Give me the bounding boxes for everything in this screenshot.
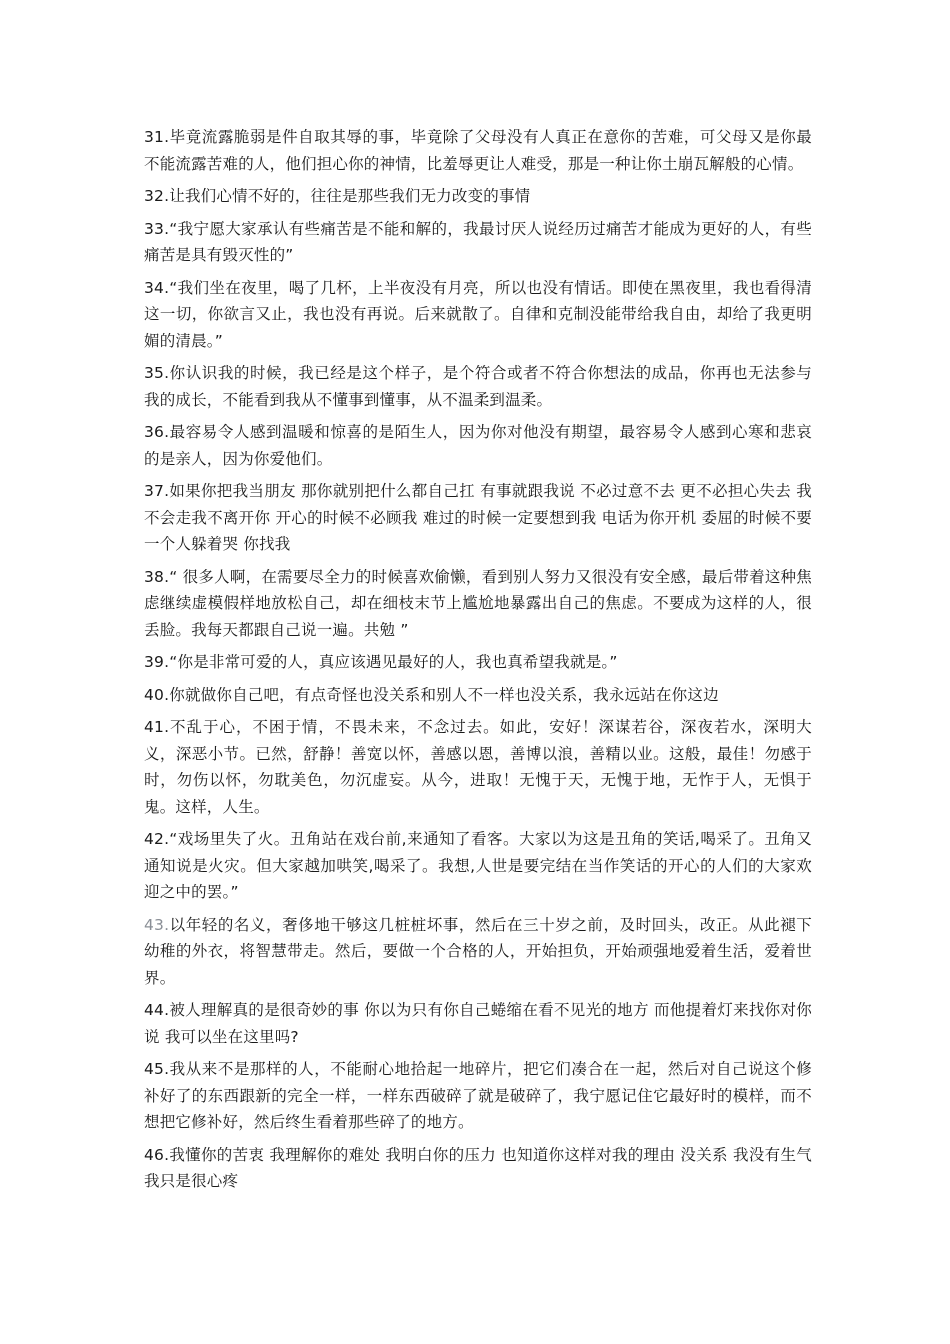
quote-item <box>144 912 812 992</box>
quote-text: “我宁愿大家承认有些痛苦是不能和解的，我最讨厌人说经历过痛苦才能成为更好的人，有些痛苦是具有毁灭性的” <box>144 219 812 264</box>
quote-text: 你认识我的时候，我已经是这个样子，是个符合或者不符合你想法的成品，你再也无法参与我的成长，不能看到我从不懂事到懂事，从不温柔到温柔。 <box>144 364 812 409</box>
quote-item <box>144 714 812 820</box>
quote-number: 45. <box>144 1060 170 1078</box>
quote-item <box>144 360 812 413</box>
quote-text: “ 很多人啊，在需要尽全力的时候喜欢偷懒，看到别人努力又很没有安全感，最后带着这种焦虑继续虚模假样地放松自己，却在细枝末节上尴尬地暴露出自己的焦虑。不要成为这样的人，很丢脸。我每天都跟自己说一遍。共勉 ” <box>144 567 812 639</box>
quote-text: 不乱于心，不困于情，不畏未来，不念过去。如此，安好！深谋若谷，深夜若水，深明大义，深恶小节。已然，舒静！善宽以怀，善感以恩，善博以浪，善精以业。这般，最佳！勿感于时，勿伤以怀，勿耽美色，勿沉虚妄。从今，进取！无愧于天，无愧于地，无怍于人，无惧于鬼。这样，人生。 <box>144 718 812 816</box>
quote-number: 41. <box>144 718 170 736</box>
quote-text: 你就做你自己吧，有点奇怪也没关系和别人不一样也没关系，我永远站在你这边 <box>169 685 719 704</box>
quote-item <box>144 1142 812 1195</box>
quote-number: 36. <box>144 423 170 441</box>
quote-item <box>144 478 812 558</box>
quote-item <box>144 564 812 644</box>
quote-number: 38. <box>144 567 170 586</box>
quote-item <box>144 124 812 177</box>
quote-number: 46. <box>144 1145 170 1164</box>
quote-text: 毕竟流露脆弱是件自取其辱的事，毕竟除了父母没有人真正在意你的苦难，可父母又是你最不能流露苦难的人，他们担心你的神情，比羞辱更让人难受，那是一种让你土崩瓦解般的心情。 <box>144 128 812 173</box>
quote-item <box>144 649 812 676</box>
quote-text: 我从来不是那样的人，不能耐心地拾起一地碎片，把它们凑合在一起，然后对自己说这个修补好了的东西跟新的完全一样，一样东西破碎了就是破碎了，我宁愿记住它最好时的模样，而不想把它修补好，然后终生看着那些碎了的地方。 <box>144 1060 812 1131</box>
quote-number: 44. <box>144 1001 170 1019</box>
quote-item <box>144 216 812 269</box>
quote-text: 最容易令人感到温暖和惊喜的是陌生人，因为你对他没有期望，最容易令人感到心寒和悲哀的是亲人，因为你爱他们。 <box>144 423 812 468</box>
quote-number: 40. <box>144 685 170 704</box>
quote-number: 42. <box>144 830 170 848</box>
quote-item <box>144 275 812 355</box>
quote-number: 32. <box>144 187 170 205</box>
quote-number: 31. <box>144 128 170 146</box>
quote-item <box>144 419 812 472</box>
quote-number: 35. <box>144 364 170 382</box>
quote-text: 我懂你的苦衷 我理解你的难处 我明白你的压力 也知道你这样对我的理由 没关系 我没有生气 我只是很心疼 <box>144 1145 812 1190</box>
quote-text: “戏场里失了火。丑角站在戏台前,来通知了看客。大家以为这是丑角的笑话,喝采了。丑角又通知说是火灾。但大家越加哄笑,喝采了。我想,人世是要完结在当作笑话的开心的人们的大家欢迎之中的罢。” <box>144 830 812 901</box>
quote-number: 37. <box>144 482 170 500</box>
quote-item <box>144 682 812 709</box>
quote-text: 让我们心情不好的，往往是那些我们无力改变的事情 <box>169 187 531 205</box>
quote-text: 被人理解真的是很奇妙的事 你以为只有你自己蜷缩在看不见光的地方 而他提着灯来找你对你说 我可以坐在这里吗? <box>144 1001 812 1046</box>
quote-text: 如果你把我当朋友 那你就别把什么都自己扛 有事就跟我说 不必过意不去 更不必担心失去 我不会走我不离开你 开心的时候不必顾我 难过的时候一定要想到我 电话为你开机 委屈的时候不要一个人躲着哭 你找我 <box>144 482 812 553</box>
quote-text: 以年轻的名义，奢侈地干够这几桩桩坏事，然后在三十岁之前，及时回头，改正。从此褪下幼稚的外衣，将智慧带走。然后，要做一个合格的人，开始担负，开始顽强地爱着生活，爱着世界。 <box>144 915 812 987</box>
quote-number: 34. <box>144 278 170 297</box>
quote-number: 33. <box>144 219 170 238</box>
quote-item <box>144 183 812 210</box>
quote-list <box>144 124 812 1201</box>
quote-item <box>144 1056 812 1136</box>
quote-number: 39. <box>144 653 170 671</box>
quote-item <box>144 826 812 906</box>
quote-text: “我们坐在夜里，喝了几杯，上半夜没有月亮，所以也没有情话。即使在黑夜里，我也看得清这一切，你欲言又止，我也没有再说。后来就散了。自律和克制没能带给我自由，却给了我更明媚的清晨。” <box>144 278 812 350</box>
quote-item <box>144 997 812 1050</box>
quote-number: 43. <box>144 915 170 934</box>
quote-text: “你是非常可爱的人，真应该遇见最好的人，我也真希望我就是。” <box>169 653 618 671</box>
